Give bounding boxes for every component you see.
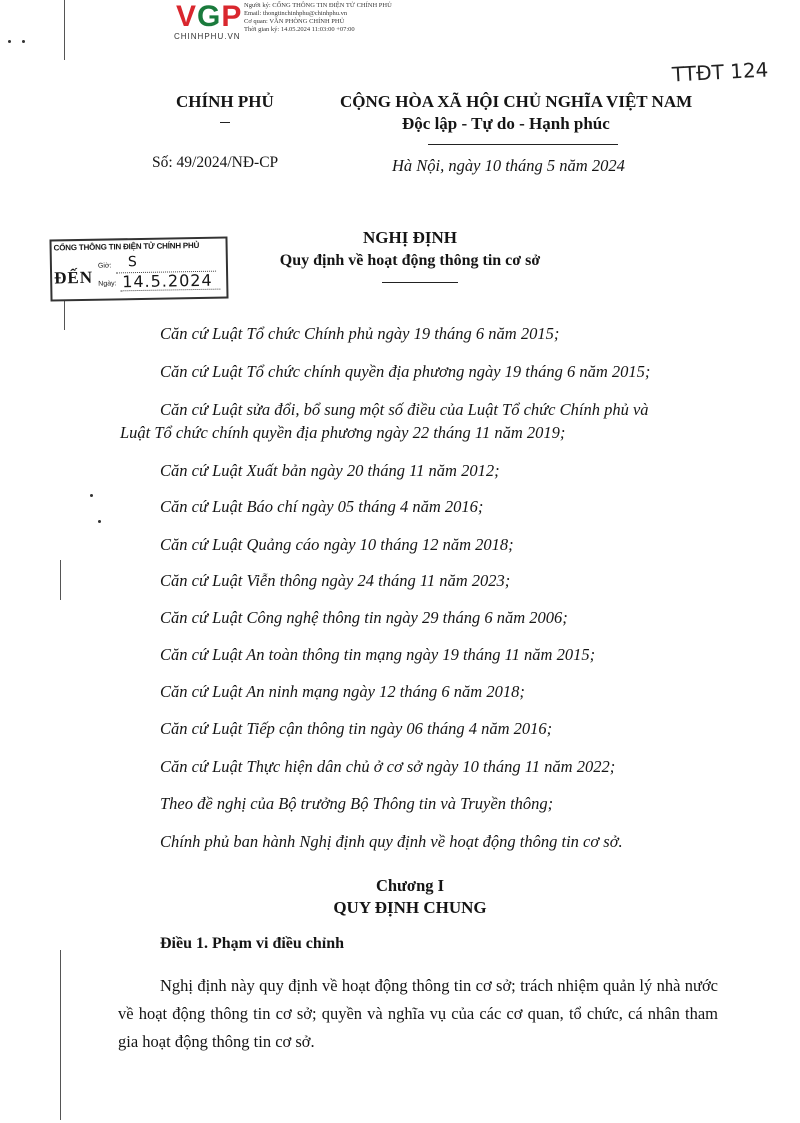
- title-underline: [382, 282, 458, 283]
- motto-underline: [428, 144, 618, 145]
- received-stamp: [49, 236, 228, 301]
- signature-email: Email: thongtinchinhphu@chinhphu.vn: [244, 10, 348, 17]
- scan-mark: [60, 560, 61, 600]
- legal-basis-line: Căn cứ Luật Công nghệ thông tin ngày 29 tháng 6 năm 2006;: [160, 608, 568, 627]
- legal-basis-line: Căn cứ Luật sửa đổi, bổ sung một số điều của Luật Tổ chức Chính phủ và: [160, 400, 649, 419]
- legal-basis-line: Căn cứ Luật Báo chí ngày 05 tháng 4 năm 2016;: [160, 497, 484, 516]
- chapter-title: QUY ĐỊNH CHUNG: [333, 898, 487, 917]
- article-1-text: Nghị định này quy định về hoạt động thông tin cơ sở; trách nhiệm quản lý nhà nước về hoạt động thông tin cơ sở; quyền và nghĩa vụ của các cơ quan, tổ chức, cá nhân tham gia hoạt động thông tin cơ sở.: [118, 976, 718, 1051]
- national-motto: Độc lập - Tự do - Hạnh phúc: [402, 114, 610, 133]
- stamp-date-value: 14.5.2024: [122, 270, 213, 292]
- stamp-date-label: Ngày:: [98, 280, 117, 288]
- digital-signature-info: [244, 2, 392, 34]
- scan-speck: [90, 494, 93, 497]
- legal-basis-line: Luật Tổ chức chính quyền địa phương ngày 22 tháng 11 năm 2019;: [120, 423, 566, 442]
- legal-basis-line: Căn cứ Luật An ninh mạng ngày 12 tháng 6 năm 2018;: [160, 682, 525, 701]
- stamp-title: CỔNG THÔNG TIN ĐIỆN TỬ CHÍNH PHỦ: [53, 240, 200, 253]
- stamp-time-label: Giờ:: [97, 262, 112, 270]
- legal-basis-line: Căn cứ Luật Thực hiện dân chủ ở cơ sở ngày 10 tháng 11 năm 2022;: [160, 757, 616, 776]
- legal-basis-line: Căn cứ Luật Tổ chức chính quyền địa phương ngày 19 tháng 6 năm 2015;: [160, 362, 651, 381]
- scan-speck: [8, 40, 11, 43]
- decree-subtitle: Quy định về hoạt động thông tin cơ sở: [279, 252, 541, 269]
- document-number: Số: 49/2024/NĐ-CP: [152, 154, 279, 171]
- signature-agency: Cơ quan: VĂN PHÒNG CHÍNH PHỦ: [244, 18, 345, 25]
- chapter-label: Chương I: [375, 876, 445, 895]
- issuer-name: CHÍNH PHỦ: [176, 92, 274, 111]
- issuer-underline: [220, 122, 230, 123]
- legal-basis-line: Theo đề nghị của Bộ trưởng Bộ Thông tin và Truyền thông;: [160, 794, 554, 813]
- place-and-date: Hà Nội, ngày 10 tháng 5 năm 2024: [392, 156, 625, 175]
- country-name: CỘNG HÒA XÃ HỘI CHỦ NGHĨA VIỆT NAM: [340, 92, 693, 111]
- legal-basis-line: Căn cứ Luật Tổ chức Chính phủ ngày 19 tháng 6 năm 2015;: [160, 324, 560, 343]
- legal-basis-line: Căn cứ Luật Tiếp cận thông tin ngày 06 tháng 4 năm 2016;: [160, 719, 553, 738]
- handwritten-note: TTĐT 124: [671, 57, 769, 87]
- vgp-logo: VGP: [176, 0, 243, 33]
- scan-mark: [64, 300, 65, 330]
- stamp-den: ĐẾN: [53, 267, 94, 288]
- scan-mark: [60, 950, 61, 1120]
- vgp-logo-subtitle: CHINHPHU.VN: [174, 32, 241, 41]
- legal-basis-line: Căn cứ Luật Viễn thông ngày 24 tháng 11 năm 2023;: [160, 571, 511, 590]
- enactment-line: Chính phủ ban hành Nghị định quy định về hoạt động thông tin cơ sở.: [160, 832, 623, 851]
- scan-speck: [98, 520, 101, 523]
- signature-signer: Người ký: CỔNG THÔNG TIN ĐIỆN TỬ CHÍNH PHỦ: [244, 2, 392, 9]
- article-1-heading: Điều 1. Phạm vi điều chỉnh: [160, 935, 345, 952]
- legal-basis-line: Căn cứ Luật Xuất bản ngày 20 tháng 11 năm 2012;: [160, 461, 500, 480]
- legal-basis-line: Căn cứ Luật Quảng cáo ngày 10 tháng 12 năm 2018;: [160, 535, 514, 554]
- signature-time: Thời gian ký: 14.05.2024 11:03:00 +07:00: [244, 26, 355, 33]
- stamp-time-value: S: [127, 254, 137, 271]
- legal-basis-line: Căn cứ Luật An toàn thông tin mạng ngày 19 tháng 11 năm 2015;: [160, 645, 596, 664]
- decree-title: NGHỊ ĐỊNH: [363, 228, 457, 247]
- scan-mark: [64, 0, 65, 60]
- scan-speck: [22, 40, 25, 43]
